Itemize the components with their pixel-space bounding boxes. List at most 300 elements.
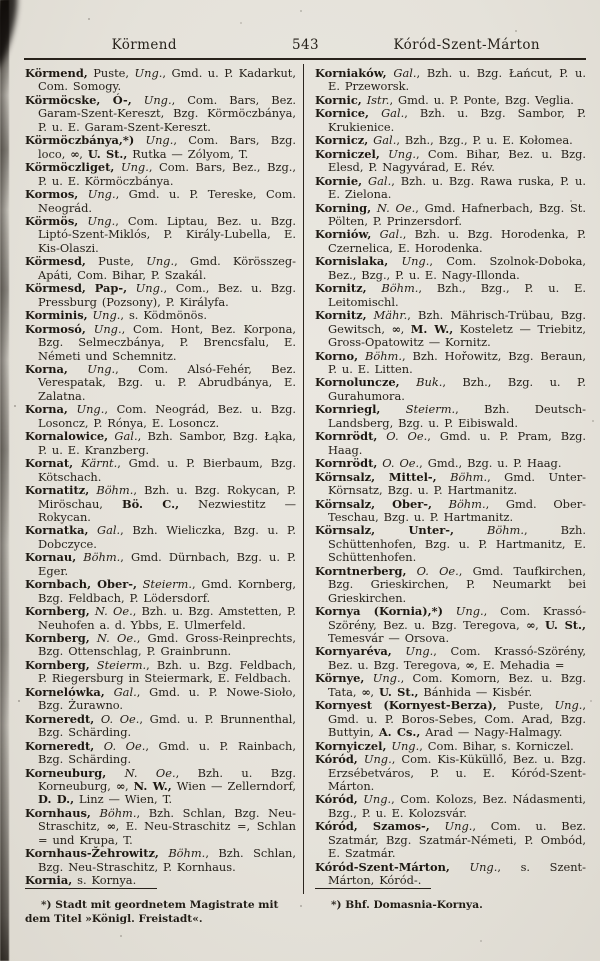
entry-headword: Körmöczliget,	[25, 160, 115, 175]
crownland-abbr: Istr.	[366, 92, 390, 107]
entry-headword: Korneredt,	[25, 711, 95, 726]
gazetteer-entry	[25, 605, 296, 632]
railway-abbr: Bö. C.,	[121, 496, 180, 511]
entry-text: , Bzh. u. Bzg. Rokycan, P. Miröschau,	[38, 483, 296, 511]
entry-text: , Bzh. Deutsch-Landsberg, Bzg. u. P. Eibiswald.	[328, 402, 586, 430]
entry-text	[371, 227, 379, 241]
entry-headword: Korniczel,	[315, 146, 380, 161]
gazetteer-entry	[315, 94, 586, 107]
gazetteer-entry	[315, 350, 586, 377]
gazetteer-entry	[315, 672, 586, 699]
gazetteer-entry	[315, 255, 586, 282]
crownland-abbr: O. Oe.	[382, 456, 420, 471]
entry-headword: Körmesd,	[25, 254, 86, 269]
gazetteer-entry	[25, 94, 296, 134]
entry-headword: Kornatitz,	[25, 483, 90, 498]
entry-text: , E. Neu-Straschitz =, Schlan = und Krupa, T.	[38, 819, 296, 847]
entry-text: , Com. Bars, Bez. Garam-Szent-Kereszt, Bzg. Körmöczbánya, P. u. E. Garam-Szent-Kereszt.	[38, 92, 297, 134]
entry-text: , Gmd. u. P. Tereske, Com. Neográd.	[38, 187, 297, 215]
entry-text: Wien — Zellerndorf,	[171, 779, 296, 794]
entry-headword: Kóród, Szamos-,	[315, 819, 430, 834]
railway-abbr: U. St.,	[378, 684, 419, 699]
entry-text	[437, 470, 450, 484]
gazetteer-entry	[315, 309, 586, 349]
entry-headword: Korminis,	[25, 308, 88, 323]
entry-text: Puste,	[87, 66, 135, 80]
entry-text: , Gmd. u. P. Brunnenthal, Bzg. Schärding.	[38, 711, 297, 740]
crownland-abbr: Ung.	[120, 160, 149, 175]
entry-text: , s. Ködmönös.	[120, 308, 208, 323]
crownland-abbr: N. Oe.	[376, 200, 416, 215]
entry-text	[68, 362, 87, 376]
entry-text: , E. Mehadia =	[474, 657, 565, 672]
entry-text: , Gmd. Dürnbach, Bzg. u. P. Eger.	[38, 550, 297, 578]
gazetteer-entry	[25, 807, 296, 847]
telegraph-icon: ∞	[526, 617, 536, 632]
entry-headword: Kornberg,	[25, 657, 90, 672]
crownland-abbr: O. Oe.	[103, 738, 146, 753]
railway-abbr: U. St.,	[545, 617, 586, 632]
entry-headword: Kornoluncze,	[315, 375, 400, 390]
entry-headword: Kornitz,	[315, 308, 367, 323]
crownland-abbr: O. Oe.	[416, 563, 459, 578]
gazetteer-entry	[315, 67, 586, 94]
crownland-abbr: Böhm.	[448, 496, 486, 511]
column-left	[25, 66, 297, 926]
footnote-right	[315, 888, 586, 913]
crownland-abbr: Ung.	[391, 738, 420, 753]
crownland-abbr: Buk.	[416, 375, 443, 390]
crownland-abbr: O. Oe.	[386, 429, 428, 444]
entry-text: , Gmd. u. P. Bierbaum, Bzg. Kötschach.	[38, 456, 297, 484]
entry-headword: Kornelówka,	[25, 684, 105, 699]
entry-headword: Kornie,	[315, 173, 363, 188]
entry-text: ,	[400, 321, 411, 336]
crownland-abbr: Ung.	[143, 92, 172, 107]
crownland-abbr: Böhm.	[83, 550, 121, 565]
crownland-abbr: N. Oe.	[124, 765, 176, 780]
entry-text: , Com. Komorn, Bez. u. Bzg. Tata,	[328, 671, 586, 699]
telegraph-icon: ∞	[115, 779, 125, 794]
entry-text: ,	[79, 146, 88, 161]
entry-text: , Com. Hont, Bez. Korpona, Bzg. Selmeczbánya, P. Brencsfalu, E. Németi und Schemnitz.	[38, 321, 297, 363]
entry-text	[159, 846, 168, 860]
entry-text: Nezwiestitz — Rokycan.	[38, 496, 296, 524]
entry-text	[94, 712, 101, 726]
telegraph-icon: ∞	[70, 146, 80, 161]
gazetteer-entry	[25, 363, 296, 403]
entry-headword: Korniów,	[315, 227, 372, 242]
crownland-abbr: Gal.	[114, 429, 138, 444]
footnote-rule-left	[25, 888, 157, 889]
entry-text	[380, 402, 405, 416]
crownland-abbr: Böhm.	[450, 469, 488, 484]
entry-text	[377, 429, 386, 443]
gazetteer-entry	[25, 161, 296, 188]
crownland-abbr: Gal.	[373, 133, 397, 148]
entry-text: Arad — Nagy-Halmagy.	[420, 725, 563, 740]
entry-text: Temesvár — Orsova.	[328, 631, 450, 646]
gazetteer-entry	[315, 430, 586, 457]
gazetteer-entry	[315, 793, 586, 820]
entry-headword: Kornbach, Ober-,	[25, 577, 137, 592]
gazetteer-entry	[25, 484, 296, 524]
scan-artifact-specks	[0, 0, 2, 2]
entry-headword: Kornic,	[315, 92, 362, 107]
entry-text: , Bzh. u. Bzg. Feldbach, P. Riegersburg in Steiermark, E. Feldbach.	[38, 657, 297, 686]
entry-headword: Kornice,	[315, 106, 370, 121]
entry-text: s. Kornya.	[72, 873, 137, 888]
entry-text: , Com. Kolozs, Bez. Nádasmenti, Bzg., P. u. E. Kolozsvár.	[328, 792, 586, 820]
gazetteer-entry	[315, 498, 586, 525]
entry-headword: Kornhaus,	[25, 805, 91, 820]
crownland-abbr: Böhm.	[96, 483, 134, 498]
entry-headword: Kormosó,	[25, 321, 86, 336]
entry-text	[358, 349, 365, 363]
crownland-abbr: Ung.	[146, 254, 175, 269]
gazetteer-entry	[25, 767, 296, 807]
gazetteer-entry	[315, 753, 586, 793]
gazetteer-entry	[25, 713, 296, 740]
crownland-abbr: Ung.	[372, 671, 401, 686]
entry-text: , Gmd., Bzg. u. P. Haag.	[419, 456, 562, 471]
entry-text: Linz — Wien, T.	[74, 792, 173, 807]
crownland-abbr: Ung.	[388, 146, 416, 161]
entry-text: , Bzh., Bzg., P. u. E. Kołomea.	[396, 133, 573, 148]
gazetteer-entry	[315, 134, 586, 147]
crownland-abbr: Gal.	[379, 227, 403, 242]
entry-text: , Com. Alsó-Fehér, Bez. Verespatak, Bzg. u. P. Abrudbánya, E. Zalatna.	[38, 361, 296, 403]
entry-text: , s. Szent-Márton, Kóród-.	[328, 859, 586, 888]
gazetteer-entry	[315, 202, 586, 229]
entry-text: , Bzh., Bzg. u. P. Gurahumora.	[328, 375, 586, 403]
crownland-abbr: Ung.	[87, 187, 116, 202]
gazetteer-entry	[315, 457, 586, 470]
gazetteer-entry	[25, 632, 296, 659]
gazetteer-entry	[315, 524, 586, 564]
gazetteer-entry	[25, 874, 296, 887]
gazetteer-entry	[315, 699, 586, 739]
crownland-abbr: Ung.	[134, 66, 163, 80]
entry-text: , Gmd. Kornberg, Bzg. Feldbach, P. Lödersdorf.	[38, 577, 297, 605]
entry-text	[106, 766, 124, 780]
scan-artifact-corner	[0, 0, 24, 75]
entry-text	[86, 322, 94, 336]
telegraph-icon: ∞	[361, 684, 371, 699]
gazetteer-entry	[315, 740, 586, 753]
entry-text	[132, 93, 144, 107]
crownland-abbr: Gal.	[113, 684, 137, 699]
entry-headword: Kornrödt,	[315, 456, 378, 471]
crownland-abbr: Ung.	[363, 752, 392, 767]
gazetteer-entry	[25, 551, 296, 578]
entry-text: , Gmd. u. P. Kadarkut, Com. Somogy.	[38, 66, 296, 94]
page-number: 543	[292, 37, 319, 53]
telegraph-icon: ∞	[106, 819, 116, 834]
entry-headword: Kornberg,	[25, 604, 90, 619]
entry-text	[364, 671, 372, 685]
entry-headword: Kóród-Szent-Márton,	[315, 859, 450, 874]
entry-text: , Com. Neográd, Bez. u. Bzg. Losoncz, P. Rónya, E. Losoncz.	[38, 402, 296, 430]
scan-artifact-edge	[0, 0, 9, 961]
entry-text: , Bzh. Wieliczka, Bzg. u. P. Dobczyce.	[38, 523, 296, 551]
running-head-right: Kóród-Szent-Márton	[393, 37, 540, 53]
entry-text	[380, 147, 388, 161]
crownland-abbr: Ung.	[135, 281, 164, 296]
entry-text	[367, 308, 374, 322]
entry-headword: Kornya (Kornia),*)	[315, 604, 443, 619]
entry-text: , Gmd. u. P. Ponte, Bzg. Veglia.	[389, 92, 574, 107]
entry-text: , Bzh. u. Bzg. Horodenka, P. Czernelica, E. Horodenka.	[328, 227, 587, 255]
crownland-abbr: Ung.	[554, 698, 583, 713]
entry-text	[90, 658, 97, 672]
entry-headword: Körmöcske, Ó-,	[25, 92, 132, 107]
entry-text: , Bzh., Bzg., P. u. E. Leitomischl.	[328, 281, 587, 309]
gazetteer-entry	[25, 323, 296, 363]
entry-headword: Körnsalz, Ober-,	[315, 496, 432, 511]
gazetteer-entry	[315, 605, 586, 645]
crownland-abbr: N. Oe.	[94, 604, 133, 619]
crownland-abbr: Böhm.	[168, 846, 206, 861]
gazetteer-entry	[25, 686, 296, 713]
crownland-abbr: Ung.	[92, 308, 121, 323]
entry-text: , Gmd. Taufkirchen, Bzg. Grieskirchen, P. Neumarkt bei Grieskirchen.	[328, 563, 587, 605]
entry-headword: Korneredt,	[25, 738, 95, 753]
gazetteer-entry	[25, 215, 296, 255]
entry-headword: Kornrödt,	[315, 429, 378, 444]
crownland-abbr: Böhm.	[486, 523, 524, 538]
running-head-left: Körmend	[111, 37, 177, 53]
running-header	[25, 37, 586, 53]
entry-text: , Com. Kis-Küküllő, Bez. u. Bzg. Erzsébetváros, P. u. E. Kóród-Szent-Márton.	[328, 752, 587, 794]
entry-text	[432, 497, 449, 511]
crownland-abbr: Kärnt.	[80, 456, 118, 471]
entry-headword: Korna,	[25, 402, 68, 417]
gazetteer-entry	[25, 67, 296, 94]
entry-text: , Com. Krassó-Szörény, Bez. u. Bzg. Teregova,	[328, 604, 586, 632]
gazetteer-entry	[25, 847, 296, 874]
entry-text	[78, 187, 87, 201]
entry-text: , Com. Bihar, s. Korniczel.	[419, 738, 574, 753]
telegraph-icon: ∞	[391, 321, 401, 336]
entry-text: , Bzh. Sambor, Bzg. Łąka, P. u. E. Kranzberg.	[38, 429, 296, 457]
entry-headword: Kornyiczel,	[315, 738, 387, 753]
entry-headword: Körmös,	[25, 213, 79, 228]
entry-text: , Bzh. u. Bzg. Rawa ruska, P. u. E. Zielona.	[328, 173, 587, 202]
entry-text: , Bzh. u. Bzg. Amstetten, P. Neuhofen a. d. Ybbs, E. Ulmerfeld.	[38, 604, 297, 632]
entry-headword: Kornislaka,	[315, 254, 389, 269]
crownland-abbr: Gal.	[381, 106, 405, 121]
entry-text: ,	[124, 779, 134, 794]
gazetteer-entry	[25, 188, 296, 215]
entry-headword: Kormos,	[25, 187, 79, 202]
entry-headword: Kornau,	[25, 550, 77, 565]
crownland-abbr: Ung.	[455, 604, 484, 619]
crownland-abbr: Ung.	[363, 792, 392, 807]
crownland-abbr: Ung.	[76, 402, 105, 417]
entry-text: , Com. u. Bez. Szatmár, Bzg. Szatmár-Németi, P. Ombód, E. Szatmár.	[328, 819, 587, 861]
crownland-abbr: Ung.	[405, 644, 434, 659]
gazetteer-entry	[25, 255, 296, 282]
footnote-rule-right	[315, 888, 431, 889]
entry-text	[430, 819, 445, 833]
gazetteer-entry	[25, 309, 296, 322]
entry-text	[78, 214, 87, 228]
gazetteer-entry	[315, 861, 586, 888]
entry-text: , Gmd. Ober-Teschau, Bzg. u. P. Hartmanitz.	[328, 496, 586, 524]
entry-text	[88, 523, 97, 537]
gazetteer-entry	[25, 403, 296, 430]
entry-text: , Bzh. Schlan, Bzg. Neu-Straschitz,	[38, 805, 297, 834]
entry-text	[450, 860, 470, 874]
entry-text: , Gmd. Körösszeg-Apáti, Com. Bihar, P. Szakál.	[38, 254, 296, 282]
gazetteer-entry	[25, 578, 296, 605]
entry-text: Kosteletz — Triebitz, Gross-Opatowitz — Kornitz.	[328, 321, 587, 350]
crownland-abbr: Ung.	[145, 133, 174, 148]
entry-text: , Gmd. Hafnerbach, Bzg. St. Pölten, P. Prinzersdorf.	[328, 200, 586, 228]
entry-headword: Kornitz,	[315, 281, 367, 296]
entry-text: , Com. Szolnok-Doboka, Bez., Bzg., P. u. E. Nagy-Illonda.	[328, 254, 586, 282]
footnote-left-text: *) Stadt mit geordnetem Magistrate mit dem Titel »Königl. Freistadt«.	[25, 898, 279, 926]
entry-headword: Korntnerberg,	[315, 563, 407, 578]
crownland-abbr: Steierm.	[96, 657, 147, 672]
entry-text	[369, 106, 381, 120]
entry-text: , Gmd. u. P. Nowe-Sioło, Bzg. Żurawno.	[38, 684, 296, 713]
entry-headword: Korna,	[25, 361, 68, 376]
gazetteer-entry	[25, 457, 296, 484]
crownland-abbr: Gal.	[368, 173, 392, 188]
entry-headword: Kóród,	[315, 792, 358, 807]
entry-text: , Com. Krassó-Szörény, Bez. u. Bzg. Teregova,	[328, 644, 587, 672]
gazetteer-entry	[315, 471, 586, 498]
crownland-abbr: Ung.	[469, 859, 498, 874]
gazetteer-entry	[315, 282, 586, 309]
gazetteer-entry	[315, 175, 586, 202]
entry-headword: Korno,	[315, 348, 359, 363]
gazetteer-entry	[25, 740, 296, 767]
entry-headword: Kornia,	[25, 873, 73, 888]
entry-text: , Com. Bars, Bzg. loco,	[38, 133, 296, 161]
crownland-abbr: Böhm.	[364, 348, 402, 363]
railway-abbr: A. Cs.,	[378, 725, 421, 740]
header-rule	[24, 58, 586, 60]
crownland-abbr: Ung.	[444, 819, 473, 834]
gazetteer-entry	[315, 376, 586, 403]
crownland-abbr: Mähr.	[373, 308, 408, 323]
entry-text: , Gmd. u. P. Pram, Bzg. Haag.	[328, 429, 587, 457]
entry-text	[127, 281, 136, 295]
gazetteer-entry	[315, 565, 586, 605]
entry-text: , Bzh. Mährisch-Trübau, Bzg. Gewitsch,	[328, 308, 587, 336]
gazetteer-entry	[315, 645, 586, 672]
footnote-left	[25, 888, 296, 927]
entry-text	[134, 133, 145, 147]
entry-text: ,	[370, 684, 379, 699]
entry-headword: Kornat,	[25, 456, 74, 471]
page-body	[25, 66, 587, 926]
entry-headword: Környe,	[315, 671, 365, 686]
railway-abbr: N. W.,	[133, 779, 172, 794]
entry-text	[105, 685, 114, 699]
entry-text: , Bzh. u. Bzg. Łańcut, P. u. E. Przeworsk.	[328, 66, 587, 94]
entry-headword: Kóród,	[315, 752, 358, 767]
entry-text: , Bzh. u. Bzg. Korneuburg,	[38, 765, 297, 794]
gazetteer-entry	[315, 148, 586, 175]
railway-abbr: U. St.,	[87, 146, 128, 161]
entry-text	[73, 456, 81, 470]
entry-headword: Kornberg,	[25, 631, 90, 646]
crownland-abbr: Ung.	[401, 254, 430, 269]
entry-text	[454, 523, 487, 537]
railway-abbr: D. D.,	[38, 792, 75, 807]
entry-text: , Com., Bez. u. Bzg. Pressburg (Pozsony), P. Királyfa.	[38, 281, 296, 309]
entry-headword: Kornhaus-Žehrowitz,	[25, 846, 159, 861]
entry-headword: Korneuburg,	[25, 765, 107, 780]
entry-text: Bánhida — Kisbér.	[418, 684, 533, 699]
footnote-right-text: *) Bhf. Domasnia-Kornya.	[331, 898, 483, 911]
entry-text: , Com. Bihar, Bez. u. Bzg. Elesd, P. Nagyvárad, E. Rév.	[328, 146, 586, 175]
entry-text: Puste,	[496, 698, 555, 713]
crownland-abbr: O. Oe.	[100, 711, 140, 726]
entry-text: Rutka — Zólyom, T.	[127, 146, 249, 161]
entry-headword: Körnsalz, Mittel-,	[315, 469, 437, 484]
entry-text: , Gmd. u. P. Rainbach, Bzg. Schärding.	[38, 738, 297, 767]
entry-text	[388, 254, 401, 268]
column-right	[315, 66, 587, 911]
entry-text	[68, 402, 77, 416]
entry-text: , Com. Bars, Bez., Bzg., P. u. E. Körmöczbánya.	[38, 160, 296, 188]
entry-text	[367, 281, 382, 295]
entry-text	[406, 564, 416, 578]
crownland-abbr: Ung.	[87, 213, 116, 228]
entry-text	[392, 644, 406, 658]
crownland-abbr: Böhm.	[99, 805, 137, 820]
entry-headword: Kornyest (Kornyest-Berza),	[315, 698, 497, 713]
entry-text: ,	[535, 617, 546, 632]
entry-headword: Korning,	[315, 200, 372, 215]
gazetteer-entry	[25, 430, 296, 457]
gazetteer-entry	[315, 228, 586, 255]
entry-headword: Körmesd, Pap-,	[25, 281, 128, 296]
gazetteer-entry	[315, 403, 586, 430]
entry-text	[400, 375, 416, 389]
entry-text: , Bzh. u. Bzg. Sambor, P. Krukienice.	[328, 106, 586, 134]
crownland-abbr: Gal.	[96, 523, 121, 538]
crownland-abbr: Ung.	[87, 361, 116, 376]
gazetteer-entry	[315, 107, 586, 134]
entry-text	[90, 631, 97, 645]
gazetteer-entry	[315, 820, 586, 860]
crownland-abbr: Ung.	[93, 321, 122, 336]
crownland-abbr: Gal.	[393, 66, 417, 80]
gazetteer-entry	[25, 659, 296, 686]
gazetteer-entry	[25, 524, 296, 551]
entry-text: , Bzh. Hořowitz, Bzg. Beraun, P. u. E. Litten.	[328, 348, 586, 376]
entry-text: , Com. Liptau, Bez. u. Bzg. Liptó-Szent-Miklós, P. Király-Lubella, E. Kis-Olaszi.	[38, 213, 296, 255]
entry-headword: Kornalowice,	[25, 429, 109, 444]
entry-headword: Kornatka,	[25, 523, 89, 538]
entry-text: , Gmd. Unter-Körnsatz, Bzg. u. P. Hartmanitz.	[328, 469, 587, 498]
crownland-abbr: Böhm.	[381, 281, 419, 296]
entry-text: , Bzh. Schlan, Bzg. Neu-Straschitz, P. Kornhaus.	[38, 846, 297, 874]
entry-text	[94, 739, 104, 753]
entry-text: , Bzh. Schüttenhofen, Bzg. u. P. Hartmanitz, E. Schüttenhofen.	[328, 523, 586, 565]
entry-headword: Kornyaréva,	[315, 644, 392, 659]
gazetteer-entry	[25, 282, 296, 309]
entry-text: , Gmd. Gross-Reinprechts, Bzg. Ottenschlag, P. Grainbrunn.	[38, 631, 297, 659]
entry-headword: Körmend,	[25, 66, 88, 80]
crownland-abbr: N. Oe.	[96, 631, 137, 646]
